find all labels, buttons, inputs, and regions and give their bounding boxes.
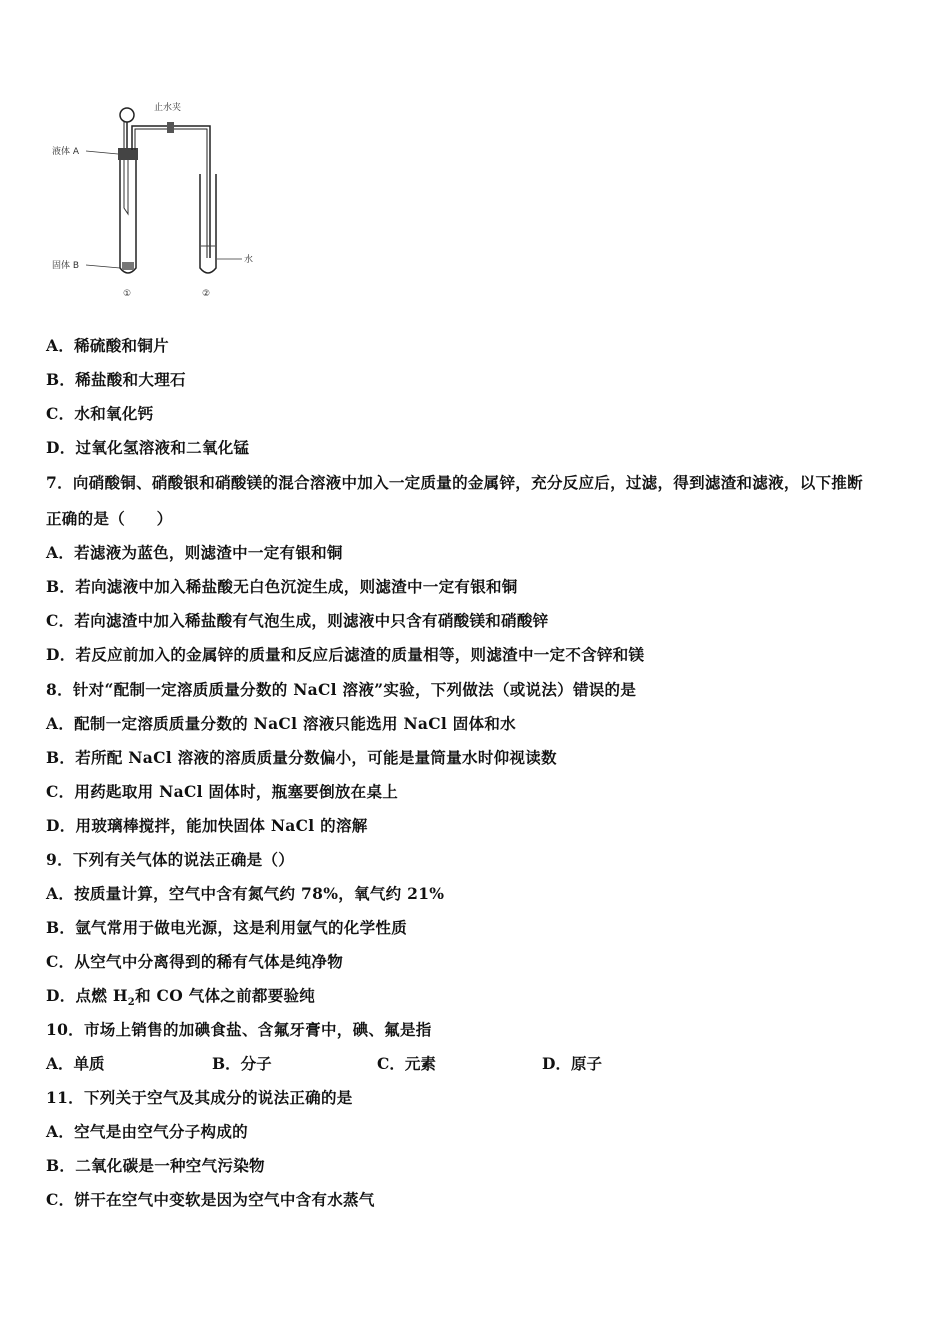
q10-option-b: B．分子 <box>212 1054 272 1073</box>
q7-option-d: D．若反应前加入的金属锌的质量和反应后滤渣的质量相等，则滤渣中一定不含锌和镁 <box>46 645 645 664</box>
q10-option-d: D．原子 <box>542 1054 602 1073</box>
q7-option-a: A．若滤液为蓝色，则滤渣中一定有银和铜 <box>46 543 343 562</box>
label-water: 水 <box>244 255 254 265</box>
q6-option-c: C．水和氧化钙 <box>46 404 154 423</box>
q8-stem: 8．针对“配制一定溶质质量分数的 NaCl 溶液”实验，下列做法（或说法）错误的是 <box>46 680 637 699</box>
q7-stem-line2: 正确的是（ ） <box>46 509 173 528</box>
q8-option-c: C．用药匙取用 NaCl 固体时，瓶塞要倒放在桌上 <box>46 782 399 801</box>
q11-option-b: B．二氧化碳是一种空气污染物 <box>46 1156 265 1175</box>
q9-option-c: C．从空气中分离得到的稀有气体是纯净物 <box>46 952 344 971</box>
q6-option-d: D．过氧化氢溶液和二氧化锰 <box>46 438 250 457</box>
q9-option-d-prefix: D．点燃 H <box>46 986 128 1005</box>
q9-option-b: B．氩气常用于做电光源，这是利用氩气的化学性质 <box>46 918 408 937</box>
q9-option-d <box>46 986 315 1013</box>
q9-stem: 9．下列有关气体的说法正确是（） <box>46 850 295 869</box>
q8-option-b: B．若所配 NaCl 溶液的溶质质量分数偏小，可能是量筒量水时仰视读数 <box>46 748 557 767</box>
q7-option-c: C．若向滤渣中加入稀盐酸有气泡生成，则滤液中只含有硝酸镁和硝酸锌 <box>46 611 549 630</box>
q11-option-a: A．空气是由空气分子构成的 <box>46 1122 248 1141</box>
q6-option-b: B．稀盐酸和大理石 <box>46 370 186 389</box>
label-solid-b: 固体 B <box>52 261 80 271</box>
q9-option-a: A．按质量计算，空气中含有氮气约 78%，氧气约 21% <box>46 884 445 903</box>
q8-option-d: D．用玻璃棒搅拌，能加快固体 NaCl 的溶解 <box>46 816 368 835</box>
label-tube-1: ① <box>123 289 132 299</box>
q7-stem-line1: 7．向硝酸铜、硝酸银和硝酸镁的混合溶液中加入一定质量的金属锌，充分反应后，过滤，得到滤渣和滤液，以下推断 <box>46 473 863 492</box>
q7-option-b: B．若向滤液中加入稀盐酸无白色沉淀生成，则滤渣中一定有银和铜 <box>46 577 518 596</box>
q10-option-c: C．元素 <box>377 1054 436 1073</box>
label-clamp: 止水夹 <box>154 103 182 113</box>
q9-option-d-subscript: 2 <box>127 997 136 1009</box>
q10-stem: 10．市场上销售的加碘食盐、含氟牙膏中，碘、氟是指 <box>46 1020 432 1039</box>
apparatus-figure <box>50 96 280 306</box>
q8-option-a: A．配制一定溶质质量分数的 NaCl 溶液只能选用 NaCl 固体和水 <box>46 714 516 733</box>
q11-stem: 11．下列关于空气及其成分的说法正确的是 <box>46 1088 353 1107</box>
q10-option-a: A．单质 <box>46 1054 105 1073</box>
q11-option-c: C．饼干在空气中变软是因为空气中含有水蒸气 <box>46 1190 375 1209</box>
label-tube-2: ② <box>202 289 211 299</box>
q6-option-a: A．稀硫酸和铜片 <box>46 336 169 355</box>
label-liquid-a: 液体 A <box>52 147 80 157</box>
q9-option-d-suffix: 和 CO 气体之前都要验纯 <box>135 986 316 1005</box>
apparatus-diagram <box>50 96 280 306</box>
q10-options-row <box>46 1054 906 1074</box>
